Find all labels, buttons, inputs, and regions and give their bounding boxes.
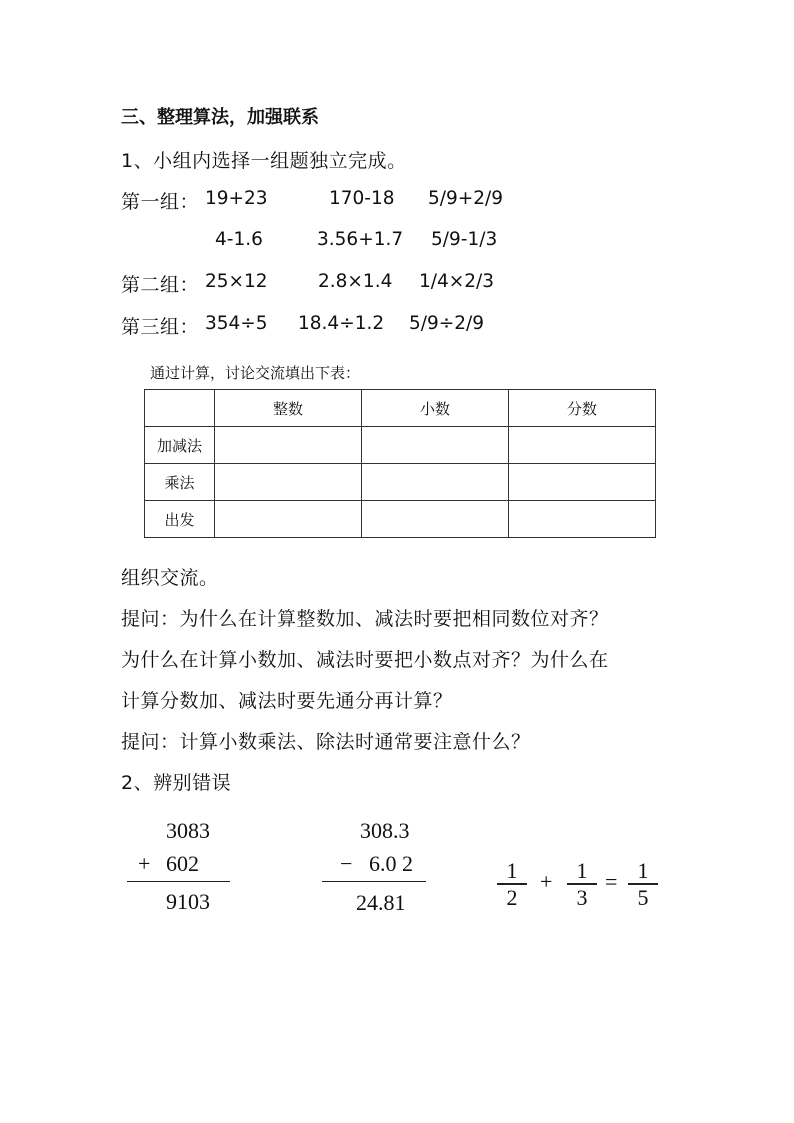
group1-expr-5: 3.56+1.7 [317, 229, 404, 250]
group1-expr-2: 170-18 [329, 188, 395, 209]
problem2-rule [322, 881, 426, 882]
group3-expr-3: 5/9÷2/9 [409, 313, 485, 334]
problem2-result: 24.81 [356, 890, 406, 915]
table-caption: 通过计算，讨论交流填出下表： [150, 364, 361, 382]
table-cell[interactable] [362, 501, 509, 538]
table-row [145, 427, 656, 464]
group1-expr-4: 4-1.6 [215, 229, 263, 250]
group1-expr-3: 5/9+2/9 [428, 188, 504, 209]
table-header-cell: 分数 [509, 390, 656, 427]
discussion-line-3: 为什么在计算小数加、减法时要把小数点对齐？为什么在 [121, 649, 609, 671]
group3-expr-2: 18.4÷1.2 [298, 313, 385, 334]
task2-title: 2、辨别错误 [121, 772, 232, 794]
section-title: 三、整理算法，加强联系 [121, 107, 319, 128]
problem2-top: 308.3 [360, 818, 410, 843]
group1-expr-6: 5/9-1/3 [431, 229, 498, 250]
group2-label: 第二组： [121, 274, 200, 296]
problem1-result: 9103 [166, 889, 210, 914]
group2-expr-1: 25×12 [205, 271, 268, 292]
fraction-a-denominator: 2 [506, 885, 518, 910]
table-cell[interactable] [362, 427, 509, 464]
table-row [145, 501, 656, 538]
group1-expr-1: 19+23 [205, 188, 268, 209]
table-cell[interactable] [215, 501, 362, 538]
summary-table [144, 389, 656, 538]
table-row-label: 加减法 [145, 427, 215, 464]
group3-expr-1: 354÷5 [205, 313, 268, 334]
table-header-row [145, 390, 656, 427]
table-row-label: 乘法 [145, 464, 215, 501]
fraction-b-denominator: 3 [576, 885, 588, 910]
discussion-line-1: 组织交流。 [121, 567, 219, 589]
table-header-cell [145, 390, 215, 427]
fraction-a-numerator: 1 [506, 858, 518, 883]
group3-label: 第三组： [121, 316, 200, 338]
table-cell[interactable] [215, 464, 362, 501]
table-cell[interactable] [509, 501, 656, 538]
table-row [145, 464, 656, 501]
group1-label: 第一组： [121, 191, 200, 213]
group2-expr-2: 2.8×1.4 [318, 271, 393, 292]
group2-expr-3: 1/4×2/3 [419, 271, 495, 292]
table-header-cell: 整数 [215, 390, 362, 427]
table-cell[interactable] [509, 464, 656, 501]
table-cell[interactable] [362, 464, 509, 501]
table-cell[interactable] [509, 427, 656, 464]
problem1-operator: + [138, 851, 151, 876]
problem2-operator: − [340, 851, 353, 876]
problem1-rule [127, 881, 230, 882]
fraction-b-numerator: 1 [576, 858, 588, 883]
problem2-bottom: 6.0 2 [369, 851, 413, 876]
problem1-bottom: 602 [166, 851, 199, 876]
equals-sign: = [605, 869, 618, 894]
fraction-c-numerator: 1 [637, 858, 649, 883]
task1-title: 1、小组内选择一组题独立完成。 [121, 150, 407, 172]
discussion-line-5: 提问：计算小数乘法、除法时通常要注意什么？ [121, 731, 531, 753]
table-cell[interactable] [215, 427, 362, 464]
problem1-top: 3083 [166, 818, 210, 843]
table-row-label: 出发 [145, 501, 215, 538]
discussion-line-4: 计算分数加、减法时要先通分再计算？ [121, 690, 453, 712]
table-header-cell: 小数 [362, 390, 509, 427]
fraction-c-denominator: 5 [637, 885, 649, 910]
plus-sign: + [540, 869, 553, 894]
discussion-line-2: 提问：为什么在计算整数加、减法时要把相同数位对齐？ [121, 608, 609, 630]
